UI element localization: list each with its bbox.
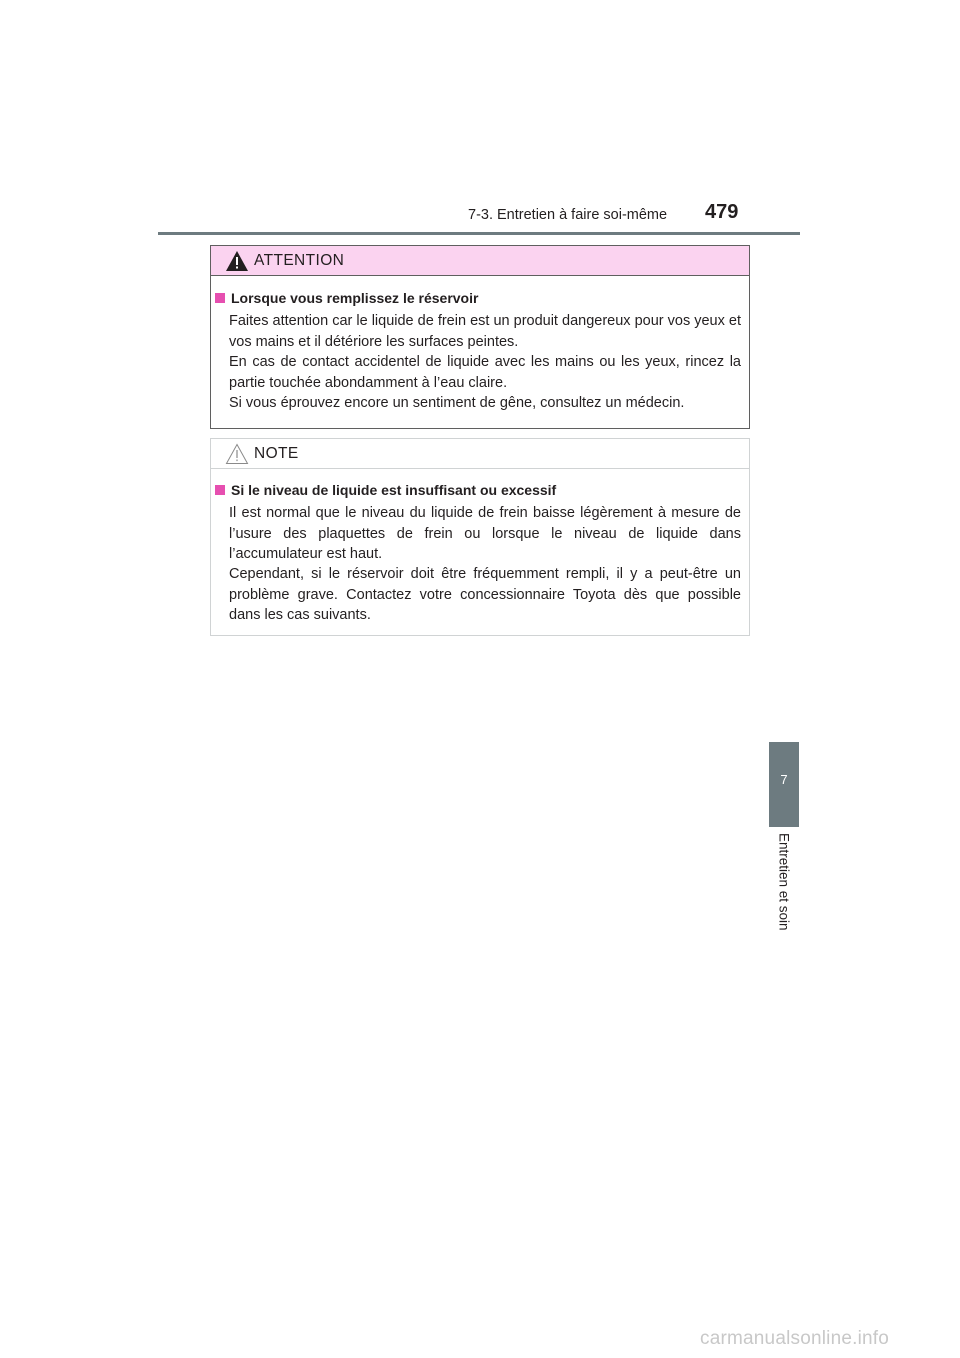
header-divider (158, 232, 800, 235)
note-header (211, 439, 749, 469)
note-paragraph: Cependant, si le réservoir doit être fréquemment rempli, il y a peut-être un problème grave. Contactez votre concessionnaire Toyota dès que possible dans les cas suivants. (229, 566, 741, 623)
note-title-text: Si le niveau de liquide est insuffisant ou excessif (231, 482, 557, 498)
attention-header (211, 246, 749, 276)
chapter-tab (769, 742, 799, 827)
chapter-label: Entretien et soin (776, 833, 792, 931)
watermark: carmanualsonline.info (700, 1328, 890, 1349)
attention-paragraph: Si vous éprouvez encore un sentiment de gêne, consultez un médecin. (229, 395, 685, 411)
warning-icon (225, 250, 249, 272)
note-box (210, 438, 750, 636)
attention-title-text: Lorsque vous remplissez le réservoir (231, 290, 479, 306)
note-item-title (215, 482, 556, 498)
attention-label: ATTENTION (254, 252, 345, 269)
page-number: 479 (705, 201, 739, 223)
attention-paragraph: Faites attention car le liquide de frein est un produit dangereux pour vos yeux et vos mains et il détériore les surfaces peintes. (229, 313, 741, 350)
attention-paragraph: En cas de contact accidentel de liquide avec les mains ou les yeux, rincez la partie touchée abondamment à l’eau claire. (229, 354, 741, 391)
note-label: NOTE (254, 445, 299, 462)
note-paragraph: Il est normal que le niveau du liquide de frein baisse légèrement à mesure de l’usure des plaquettes de frein ou lorsque le niveau de liquide dans l’accumulateur est haut. (229, 505, 741, 562)
attention-item-title (215, 290, 478, 306)
square-bullet-icon (215, 293, 225, 303)
attention-box (210, 245, 750, 429)
caution-outline-icon (225, 443, 249, 465)
chapter-number: 7 (780, 772, 788, 787)
section-title: 7-3. Entretien à faire soi-même (468, 207, 668, 223)
square-bullet-icon (215, 485, 225, 495)
